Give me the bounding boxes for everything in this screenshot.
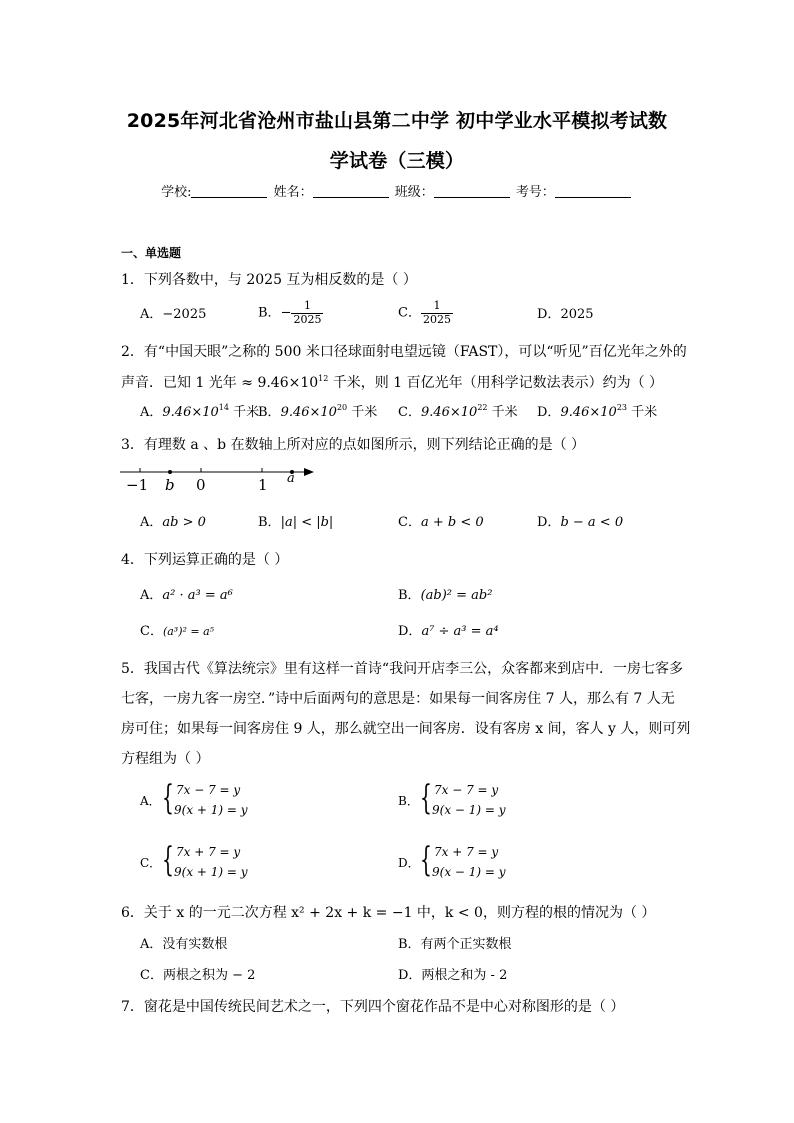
q6-option-b: B．有两个正实数根: [398, 937, 512, 952]
q2-stem2-a: 声音．已知 1 光年 ≈ 9.46×10: [121, 375, 319, 391]
q3-b-value: |a| < |b|: [280, 515, 334, 530]
q5-d-eq1: 7x + 7 = y: [434, 845, 499, 859]
q1-b-label: B．: [258, 305, 281, 321]
q5-d-eq2: 9(x − 1) = y: [432, 865, 506, 879]
q2-d-label: D．: [537, 405, 561, 420]
student-info-row: [0, 181, 794, 200]
q1-a-value: −2025: [162, 307, 207, 322]
q1-b-denominator: 2025: [293, 312, 322, 326]
q3-c-label: C．: [398, 515, 421, 530]
q3-stem: 3．有理数 a 、b 在数轴上所对应的点如图所示，则下列结论正确的是（ ）: [121, 437, 586, 453]
class-label: 班级：: [394, 185, 434, 200]
q2-option-b: [258, 403, 378, 420]
q1-d-label: D．: [537, 307, 561, 322]
q2-c-exp: 22: [477, 403, 488, 412]
q5-a-brace: {: [162, 778, 174, 818]
q1-d-value: 2025: [560, 307, 594, 322]
q6-option-d: D．两根之和为 - 2: [398, 968, 508, 983]
q2-b-exp: 20: [336, 403, 348, 412]
q4-c-label: C．: [140, 624, 163, 639]
q5-line3: 房可住；如果每一间客房住 9 人，那么就空出一间客房．设有客房 x 间，客人 y 人，则可列: [121, 721, 691, 737]
q2-option-a: [140, 403, 260, 420]
q2-a-base: 9.46×10: [162, 405, 219, 420]
q3-option-b: [258, 516, 333, 529]
tick-1-label: 1: [258, 476, 268, 494]
q1-c-label: C．: [398, 305, 421, 321]
q4-a-value: a² · a³ = a⁶: [162, 588, 233, 603]
school-label: 学校:: [161, 185, 192, 200]
q1-b-fraction: [291, 300, 323, 326]
point-a-label: a: [287, 471, 295, 486]
q6-option-c: C．两根之积为 − 2: [140, 968, 256, 983]
q5-c-eq2: 9(x + 1) = y: [174, 865, 248, 879]
q2-stem2-b: 千米，则 1 百亿光年（用科学记数法表示）约为（ ）: [328, 375, 664, 391]
q1-b-numerator: 1: [291, 300, 323, 314]
q5-line2: 七客，一房九客一房空．”诗中后面两句的意思是：如果每一间客房住 7 人，那么有 7 人无: [121, 691, 675, 707]
q2-option-c: [398, 403, 518, 420]
q2-c-unit: 千米: [487, 405, 518, 420]
school-blank[interactable]: [191, 185, 267, 198]
q4-stem: 4．下列运算正确的是（ ）: [121, 552, 289, 568]
q3-b-label: B．: [258, 515, 281, 530]
q3-option-d: [537, 516, 623, 529]
q1-a-label: A．: [140, 307, 163, 322]
q5-line1: 5．我国古代《算法统宗》里有这样一首诗“我问开店李三公，众客都来到店中．一房七客多: [121, 661, 684, 677]
point-b-label: b: [165, 476, 175, 494]
q2-d-base: 9.46×10: [560, 405, 617, 420]
q2-a-unit: 千米: [228, 405, 260, 420]
q1-stem: 1．下列各数中，与 2025 互为相反数的是（ ）: [121, 272, 417, 288]
q4-option-d: [398, 625, 499, 638]
q5-b-brace: {: [420, 778, 432, 818]
q3-a-label: A．: [140, 515, 163, 530]
q1-c-fraction: [421, 300, 453, 326]
q1-c-denominator: 2025: [422, 312, 451, 326]
exam-title-line2: 学试卷（三模）: [329, 150, 465, 172]
q1-option-a: [140, 308, 206, 321]
exam-title-line1: 2025年河北省沧州市盐山县第二中学 初中学业水平模拟考试数: [126, 110, 668, 132]
q3-a-value: ab > 0: [162, 515, 206, 530]
q4-a-label: A．: [140, 588, 163, 603]
q5-b-eq1: 7x − 7 = y: [434, 783, 499, 797]
q2-stem-line1: 2．有“中国天眼”之称的 500 米口径球面射电望远镜（FAST），可以“听见”百亿光年之外的: [121, 344, 687, 360]
q6-stem: 6．关于 x 的一元二次方程 x² + 2x + k = −1 中，k < 0，则方程的根的情况为（ ）: [121, 905, 656, 921]
q4-b-label: B．: [398, 588, 421, 603]
q4-d-label: D．: [398, 624, 422, 639]
q4-option-a: [140, 589, 233, 602]
q2-c-label: C．: [398, 405, 421, 420]
q2-c-base: 9.46×10: [420, 405, 478, 420]
q1-option-d: [537, 308, 594, 321]
q5-d-brace: {: [420, 840, 432, 880]
q3-d-label: D．: [537, 515, 561, 530]
q2-b-unit: 千米: [347, 405, 378, 420]
q1-option-b: [258, 300, 323, 326]
q3-option-a: [140, 516, 206, 529]
q2-a-label: A．: [140, 405, 163, 420]
q3-c-value: a + b < 0: [420, 515, 484, 530]
q5-a-label: A．: [140, 794, 161, 808]
q5-b-eq2: 9(x − 1) = y: [432, 803, 506, 817]
q6-option-a: A．没有实数根: [140, 937, 228, 952]
q2-d-unit: 千米: [627, 405, 658, 420]
q5-b-label: B．: [398, 794, 419, 808]
number-line-figure: [118, 464, 328, 496]
q2-stem2-exponent: 12: [318, 374, 329, 383]
q1-option-c: [398, 300, 453, 326]
q2-option-d: [537, 403, 658, 420]
q2-d-exp: 23: [616, 403, 628, 412]
q1-c-numerator: 1: [421, 300, 453, 314]
q5-c-brace: {: [162, 840, 174, 880]
q5-a-eq1: 7x − 7 = y: [176, 783, 241, 797]
exam-no-blank[interactable]: [555, 185, 631, 198]
q1-b-sign: −: [280, 305, 292, 321]
q5-c-label: C．: [140, 856, 162, 870]
q2-b-base: 9.46×10: [280, 405, 337, 420]
q2-b-label: B．: [258, 405, 281, 420]
tick-neg1-label: −1: [126, 476, 149, 494]
q4-option-c: [140, 625, 214, 638]
class-blank[interactable]: [434, 185, 510, 198]
section-title: 一、单选题: [121, 246, 182, 260]
q3-d-value: b − a < 0: [560, 515, 624, 530]
q5-line4: 方程组为（ ）: [121, 751, 210, 767]
q4-b-value: (ab)² = ab²: [420, 588, 493, 603]
q2-stem-line2: [121, 376, 663, 390]
number-line-arrow: [304, 468, 314, 476]
q4-c-value: (a³)² = a⁵: [162, 625, 215, 638]
q5-d-label: D．: [398, 856, 420, 870]
point-b-dot: [168, 470, 172, 474]
q5-a-eq2: 9(x + 1) = y: [174, 803, 248, 817]
q2-a-exp: 14: [218, 403, 229, 412]
q7-stem: 7．窗花是中国传统民间艺术之一，下列四个窗花作品不是中心对称图形的是（ ）: [121, 999, 625, 1015]
name-blank[interactable]: [313, 185, 389, 198]
exam-no-label: 考号：: [515, 185, 555, 200]
name-label: 姓名：: [273, 185, 313, 200]
q3-option-c: [398, 516, 484, 529]
q5-c-eq1: 7x + 7 = y: [176, 845, 241, 859]
q4-d-value: a⁷ ÷ a³ = a⁴: [421, 624, 499, 639]
tick-0-label: 0: [196, 476, 206, 494]
q4-option-b: [398, 589, 492, 602]
